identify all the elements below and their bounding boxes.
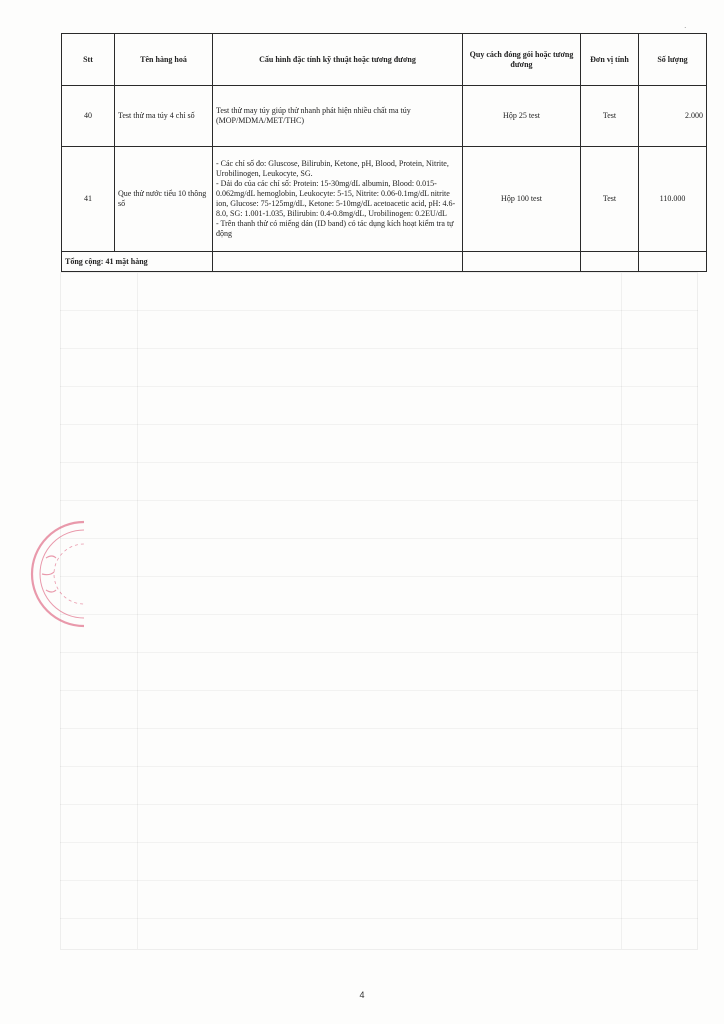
spec-line: Test thử may túy giúp thử nhanh phát hiện nhiều chất ma túy (MOP/MDMA/MET/THC) [216, 106, 411, 125]
bleed-through-table-ghost [60, 272, 698, 950]
seal-icon [6, 518, 84, 630]
row-stt: 40 [62, 86, 115, 147]
spec-line: - Dải đo của các chỉ số: Protein: 15-30mg/dL albumin, Blood: 0.015-0.062mg/dL hemoglobin, Leukocyte: 5-15, Nitrite: 0.06-0.1mg/dL nitrite ion, Glucose: 75-125mg/dL, Ketone: 5-10mg/dL acetoacetic acid, pH: 4.6- 8.0, SG: 1.001-1.035, Bilirubin: 0.4-0.8mg/dL, Urobilinogen: 0.2EU/dL [216, 179, 456, 218]
row-unit: Test [581, 147, 639, 252]
header-spec: Cấu hình đặc tính kỹ thuật hoặc tương đương [213, 34, 463, 86]
row-spec [213, 147, 463, 252]
row-name: Que thử nước tiểu 10 thông số [115, 147, 213, 252]
red-seal-stamp [6, 518, 84, 630]
row-quantity: 2.000 [639, 86, 707, 147]
row-spec [213, 86, 463, 147]
header-unit: Đơn vị tính [581, 34, 639, 86]
table-header-row [62, 34, 707, 86]
header-name: Tên hàng hoá [115, 34, 213, 86]
total-empty-cell [213, 252, 463, 272]
total-empty-cell [581, 252, 639, 272]
spec-line: - Trên thanh thử có miếng dán (ID band) có tác dụng kích hoạt kiểm tra tự động [216, 219, 454, 238]
header-quantity: Số lượng [639, 34, 707, 86]
product-spec-table [61, 33, 707, 272]
row-stt: 41 [62, 147, 115, 252]
row-packing: Hộp 25 test [463, 86, 581, 147]
header-packing: Quy cách đóng gói hoặc tương đương [463, 34, 581, 86]
header-stt: Stt [62, 34, 115, 86]
spec-line: - Các chỉ số đo: Gluscose, Bilirubin, Ketone, pH, Blood, Protein, Nitrite, Urobilinogen, Leukocyte, SG. [216, 159, 449, 178]
total-empty-cell [639, 252, 707, 272]
table-row [62, 147, 707, 252]
page-number: 4 [359, 990, 365, 1000]
table-row [62, 86, 707, 147]
row-unit: Test [581, 86, 639, 147]
table-total-row [62, 252, 707, 272]
row-packing: Hộp 100 test [463, 147, 581, 252]
row-name: Test thử ma túy 4 chỉ số [115, 86, 213, 147]
corner-mark: . [684, 20, 687, 30]
total-label: Tổng cộng: 41 mặt hàng [62, 252, 213, 272]
row-quantity: 110.000 [639, 147, 707, 252]
total-empty-cell [463, 252, 581, 272]
